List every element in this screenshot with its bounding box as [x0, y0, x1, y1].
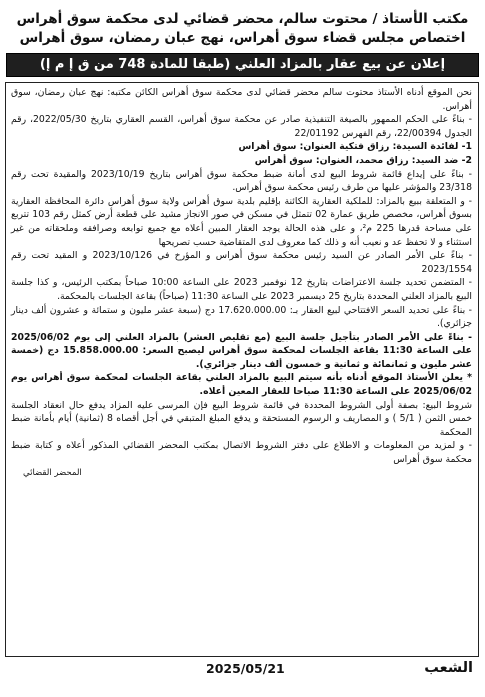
- signature: المحضر القضائي: [23, 467, 82, 478]
- office-header-line-1: مكتب الأستاذ / محتوت سالم، محضر قضائي لدى محكمة سوق أهراس: [16, 11, 469, 27]
- publication-date: 2025/05/21: [206, 661, 285, 676]
- office-header-line-2: اختصاص مجلس قضاء سوق أهراس، نهج عبان رمضان، سوق أهراس: [19, 30, 466, 46]
- judgment-paragraph: - بناءً على الحكم الممهور بالصيغة التنفيذية صادر عن محكمة سوق أهراس، القسم العقاري بتاريخ 2022/05/30، رقم الجدول 22/00394، رقم الفهرس 22/01192: [11, 114, 472, 139]
- order-paragraph: - بناءً على الأمر الصادر عن السيد رئيس محكمة سوق أهراس و المؤرخ في 2023/10/126 و المقيد تحت رقم 2023/1554: [11, 250, 473, 275]
- postponement-paragraph: - بناءً على الأمر الصادر بتأجيل جلسة البيع (مع تقليص العشر) بالمزاد العلني إلى يوم 2025/06/02 على الساعة 11:30 بقاعة الجلسات لمحكمة سوق أهراس ليصبح السعر: 15.858.000.00 دج (خمسة عشر مليون و ثمانمائة و ثمانية و خمسون ألف دينار جزائري).: [11, 331, 472, 370]
- publication-name: الشعب: [424, 660, 473, 676]
- notice-frame: [5, 82, 479, 657]
- opening-price-paragraph: - بناءً على تحديد السعر الافتتاحي لبيع العقار بـ: 17.620.000.00 دج (سبعة عشر مليون و ستمائة و عشرون ألف دينار جزائري).: [11, 304, 472, 330]
- beneficiary-line: 1- لفائدة السيدة: رزاق فتكية العنوان: سوق أهراس: [238, 141, 472, 153]
- office-header: [6, 4, 479, 48]
- sale-conditions-paragraph: شروط البيع: بصفة أولى الشروط المحددة في قائمة شروط البيع فإن المرسى عليه المزاد يدفع حال انعقاد الجلسة خمس الثمن ( 5/1 ) و المصاريف و الرسوم المستحقة و يدفع المبلغ المتبقي في أجل أقصاه 8 (ثمانية) أيام بأمانة ضبط المحكمة: [11, 399, 472, 438]
- notice-title-banner: إعلان عن بيع عقار بالمزاد العلني (طبقا للمادة 748 من ق إ م إ): [6, 53, 479, 77]
- intro-paragraph: نحن الموقع أدناه الأستاذ محتوت سالم محضر قضائي لدى محكمة سوق أهراس الكائن مكتبه: نهج عبان رمضان، سوق أهراس.: [11, 87, 472, 112]
- sessions-paragraph: - المتضمن تحديد جلسة الاعتراضات بتاريخ 12 نوفمبر 2023 على الساعة 10:00 صباحاً بمكتب الرئيس، و كذا جلسة البيع بالمزاد العلني المحددة بتاريخ 25 ديسمبر 2023 على الساعة 11:30 (صباحاً) بقاعة الجلسات بالمحكمة.: [11, 277, 472, 302]
- conditions-deposit-paragraph: - بناءً على إيداع قائمة شروط البيع لدى أمانة ضبط محكمة سوق أهراس بتاريخ 2023/10/19 والمقيدة تحت رقم 23/318 والمؤشر عليها من طرف رئيس محكمة سوق أهراس.: [11, 168, 473, 194]
- publication-footer: [6, 657, 479, 691]
- contact-paragraph: - و لمزيد من المعلومات و الاطلاع على دفتر الشروط الاتصال بمكتب المحضر القضائي المذكور أعلاه و كتابة ضبط محكمة سوق أهراس: [11, 440, 472, 466]
- announcement-paragraph: * يعلن الأستاذ الموقع أدناه بأنه سيتم البيع بالمزاد العلني بقاعة الجلسات لمحكمة سوق أهراس يوم 2025/06/02 على الساعة 11:30 صباحا للعقار المعين أعلاه.: [11, 372, 472, 398]
- property-description-paragraph: - و المتعلقة ببيع بالمزاد: للملكية العقارية الكائنة بإقليم بلدية سوق أهراس ولاية سوق أهراس دائرة المحافظة العقارية بسوق أهراس، مخصص طريق عمارة 02 تتمثل في مسكن في صور الانجاز مشيد على قطعة أرض كمثل رقم 103 تتربع على مساحة قدرها 225 م²، و على هذه الحالة يوجد العقار المبين أعلاه مع جميع توابعه وصرافقه وملحقاته من غير استثناء و لا تحفظ عد و نعيب أنه و ذلك كما معروف لدى المتقاضية حسب تصريحها: [11, 195, 473, 248]
- defendant-line: 2- ضد السيد: رزاق محمد، العنوان: سوق أهراس: [254, 154, 472, 166]
